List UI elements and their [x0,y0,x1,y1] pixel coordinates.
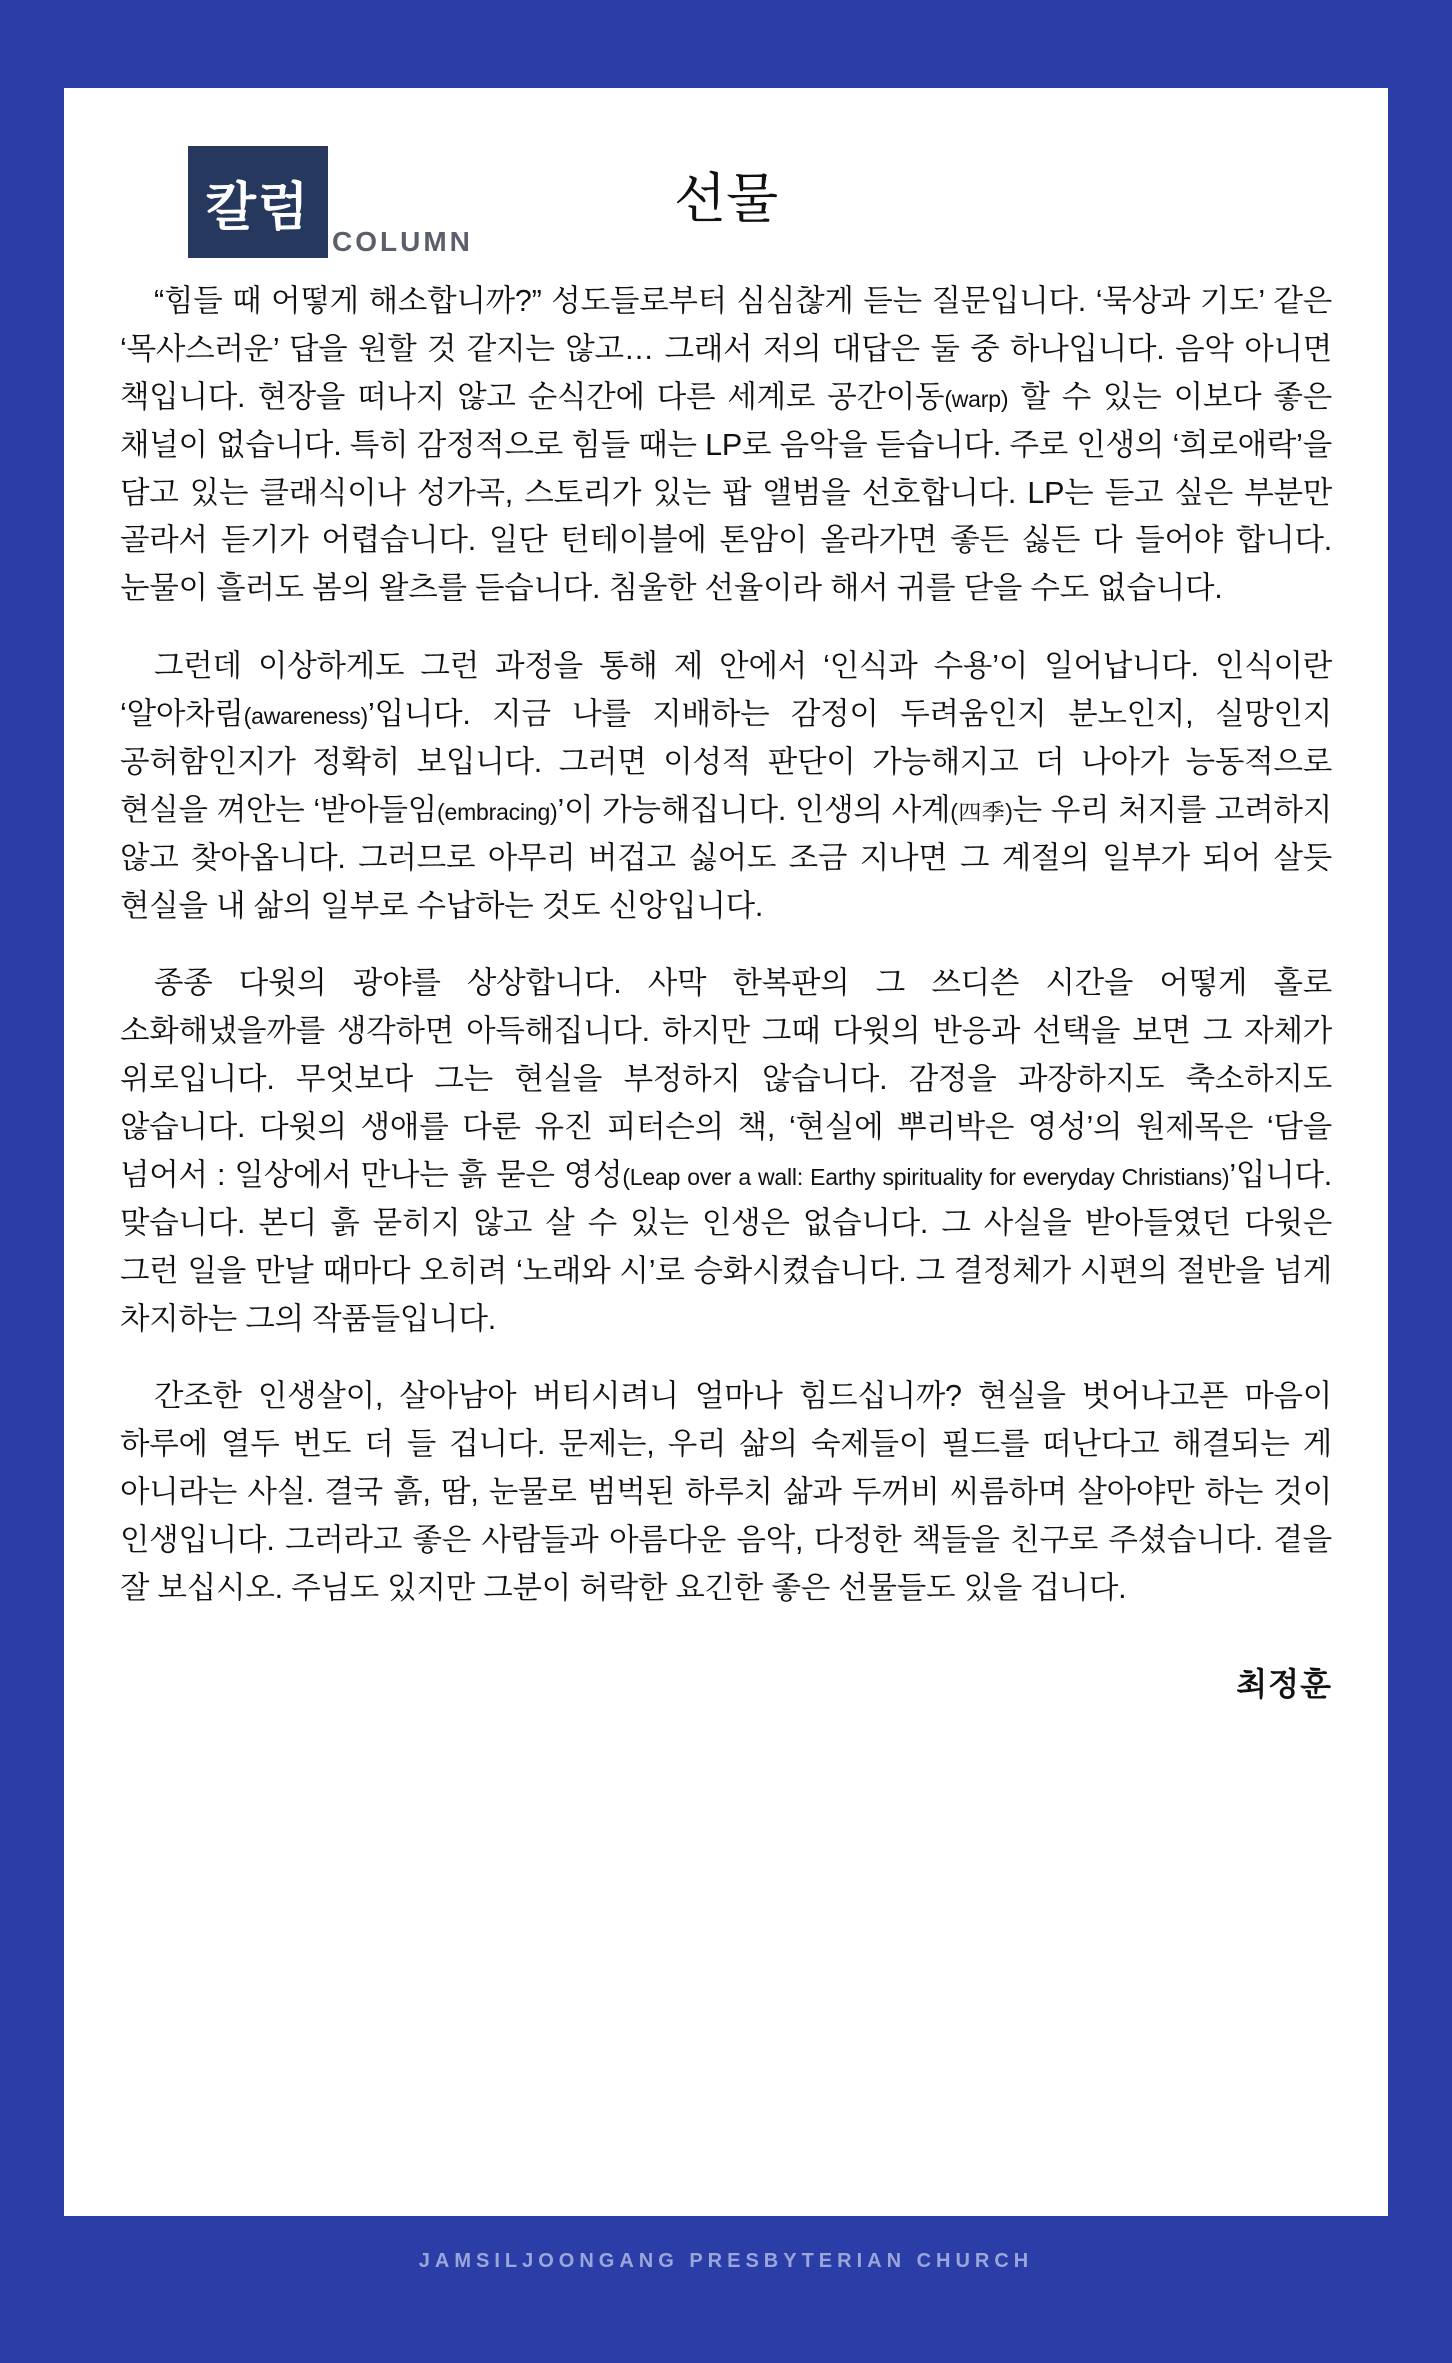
author-signature: 최정훈 [1236,1665,1332,1702]
page-title: 선물 [673,169,779,229]
column-badge: 칼럼 [188,146,328,258]
paragraph-4: 간조한 인생살이, 살아남아 버티시려니 얼마나 힘드십니까? 현실을 벗어나고픈 마음이 하루에 열두 번도 더 들 겁니다. 문제는, 우리 삶의 숙제들이 필드를 떠난다고 해결되는 게 아니라는 사실. 결국 흙, 땀, 눈물로 범벅된 하루치 삶과 두꺼비 씨름하며 살아야만 하는 것이 인생입니다. 그러라고 좋은 사람들과 아름다운 음악, 다정한 책들을 친구로 주셨습니다. 곁을 잘 보십시오. 주님도 있지만 그분이 허락한 요긴한 좋은 선물들도 있을 겁니다. [120,1379,1332,1605]
article-header [120,128,1332,278]
paragraph-2-inline-note-1: (awareness) [243,703,368,729]
paragraph-3-part-1: 종종 다윗의 광야를 상상합니다. 사막 한복판의 그 쓰디쓴 시간을 어떻게 홀로 소화해냈을까를 생각하면 아득해집니다. 하지만 그때 다윗의 반응과 선택을 보면 그 자체가 위로입니다. 무엇보다 그는 현실을 부정하지 않습니다. 감정을 과장하지도 축소하지도 않습니다. 다윗의 생애를 다룬 유진 피터슨의 책, ‘현실에 뿌리박은 영성’의 원제목은 ‘담을 넘어서 : 일상에서 만나는 흙 묻은 영성 [120,966,1332,1192]
paragraph-2-part-3: ’이 가능해집니다. 인생의 사계 [557,792,951,827]
paragraph-2-part-1: 그런데 이상하게도 그런 과정을 통해 제 안에서 ‘인식과 수용’이 일어납니다. 인식이란 ‘알아차림 [120,649,1332,731]
paragraph-1-inline-note: (warp) [944,385,1009,412]
column-badge-subtitle: COLUMN [332,226,473,257]
paragraph-2-part-2: ’입니다. 지금 나를 지배하는 감정이 두려움인지 분노인지, 실망인지 공허함인지가 정확히 보입니다. 그러면 이성적 판단이 가능해지고 더 나아가 능동적으로 현실을 껴안는 ‘받아들임 [120,697,1332,827]
paragraph-2-part-4: 는 우리 처지를 고려하지 않고 찾아옵니다. 그러므로 아무리 버겁고 싫어도 조금 지나면 그 계절의 일부가 되어 살듯 현실을 내 삶의 일부로 수납하는 것도 신앙입니다. [120,792,1332,923]
paragraph-3-part-2: ’입니다. 맞습니다. 본디 흙 묻히지 않고 살 수 있는 인생은 없습니다. 그 사실을 받아들였던 다윗은 그런 일을 만날 때마다 오히려 ‘노래와 시’로 승화시켰습니다. 그 결정체가 시편의 절반을 넘게 차지하는 그의 작품들입니다. [120,1157,1332,1336]
article-paper [64,88,1388,2216]
paragraph-2-inline-note-2: (embracing) [437,798,558,825]
paragraph-3 [120,960,1332,1343]
article-body [120,278,1332,1709]
footer-church-name: JAMSILJOONGANG PRESBYTERIAN CHURCH [418,2250,1034,2272]
paragraph-2 [120,643,1332,930]
paragraph-3-inline-note: (Leap over a wall: Earthy spirituality for everyday Christians) [622,1163,1230,1190]
paragraph-2-inline-note-3: (四季) [950,798,1013,825]
paragraph-1-part-2: 할 수 있는 이보다 좋은 채널이 없습니다. 특히 감정적으로 힘들 때는 LP로 음악을 듣습니다. 주로 인생의 ‘희로애락’을 담고 있는 클래식이나 성가곡, 스토리가 있는 팝 앨범을 선호합니다. LP는 듣고 싶은 부분만 골라서 듣기가 어렵습니다. 일단 턴테이블에 톤암이 올라가면 좋든 싫든 다 들어야 합니다. 눈물이 흘러도 봄의 왈츠를 듣습니다. 침울한 선율이라 해서 귀를 닫을 수도 없습니다. [120,379,1332,606]
paragraph-1-part-1: “힘들 때 어떻게 해소합니까?” 성도들로부터 심심찮게 듣는 질문입니다. ‘묵상과 기도’ 같은 ‘목사스러운’ 답을 원할 것 같지는 않고… 그래서 저의 대답은 둘 중 하나입니다. 음악 아니면 책입니다. 현장을 떠나지 않고 순식간에 다른 세계로 공간이동 [120,284,1332,414]
paragraph-1 [120,278,1332,613]
